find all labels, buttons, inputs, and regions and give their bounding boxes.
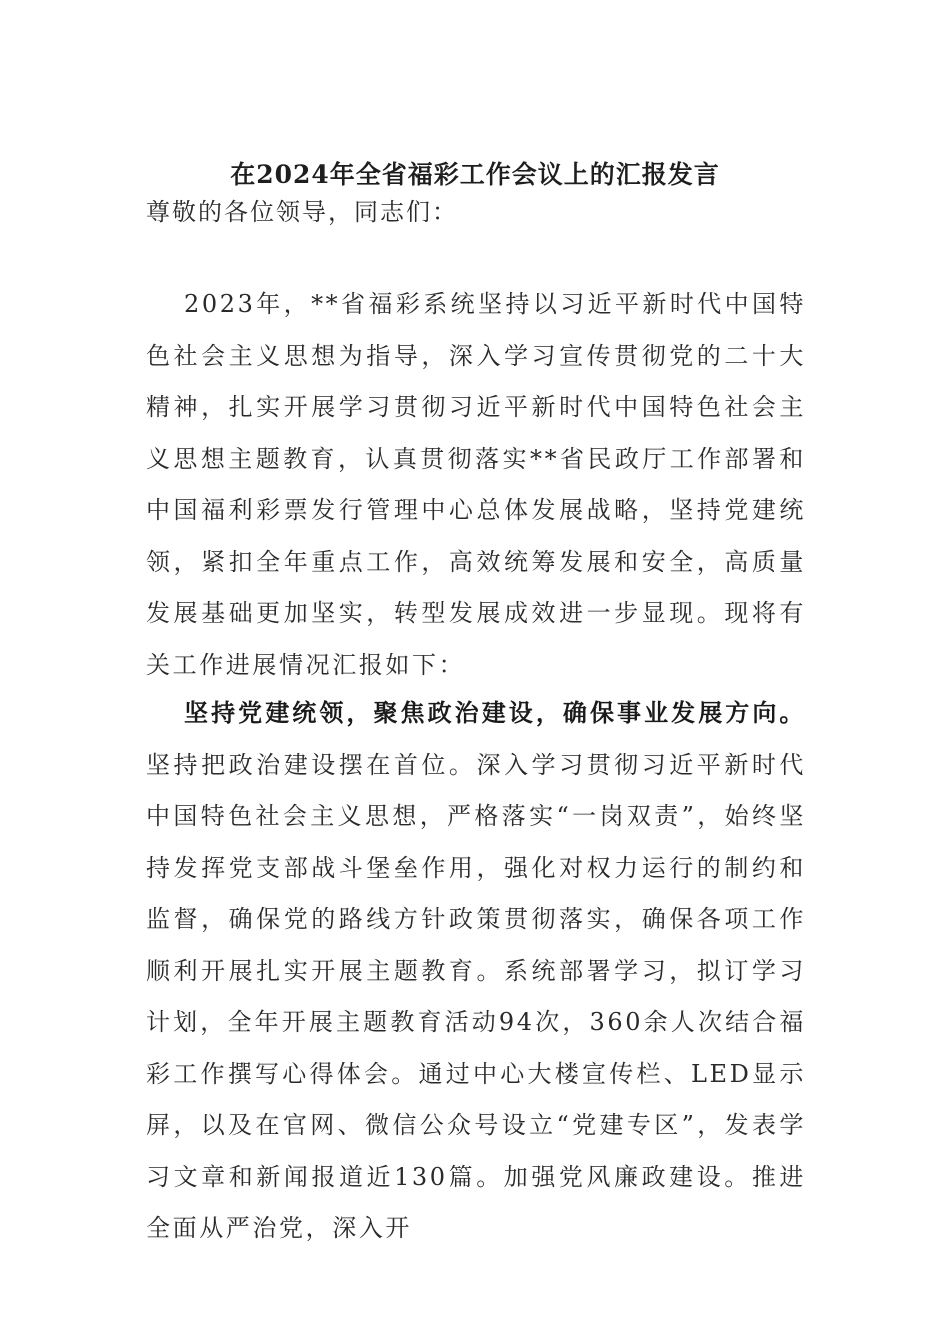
- paragraph-party-building-text: 坚持把政治建设摆在首位。深入学习贯彻习近平新时代中国特色社会主义思想，严格落实“一岗双责”，始终坚持发挥党支部战斗堡垒作用，强化对权力运行的制约和监督，确保党的路线方针政策贯彻落实，确保各项工作顺利开展扎实开展主题教育。系统部署学习，拟订学习计划，全年开展主题教育活动94次，360余人次结合福彩工作撰写心得体会。通过中心大楼宣传栏、LED显示屏，以及在官网、微信公众号设立“党建专区”，发表学习文章和新闻报道近130篇。加强党风廉政建设。推进全面从严治党，深入开: [146, 750, 806, 1242]
- paragraph-intro: [146, 279, 806, 691]
- salutation: 尊敬的各位领导，同志们：: [146, 198, 458, 226]
- paragraph-party-building: [146, 687, 806, 1255]
- document-title: 在2024年全省福彩工作会议上的汇报发言: [230, 160, 720, 189]
- paragraph-lead-heading: 坚持党建统领，聚焦政治建设，确保事业发展方向。: [184, 698, 806, 727]
- paragraph-intro-text: 2023年，**省福彩系统坚持以习近平新时代中国特色社会主义思想为指导，深入学习宣传贯彻党的二十大精神，扎实开展学习贯彻习近平新时代中国特色社会主义思想主题教育，认真贯彻落实**省民政厅工作部署和中国福利彩票发行管理中心总体发展战略，坚持党建统领，紧扣全年重点工作，高效统筹发展和安全，高质量发展基础更加坚实，转型发展成效进一步显现。现将有关工作进展情况汇报如下：: [146, 290, 806, 679]
